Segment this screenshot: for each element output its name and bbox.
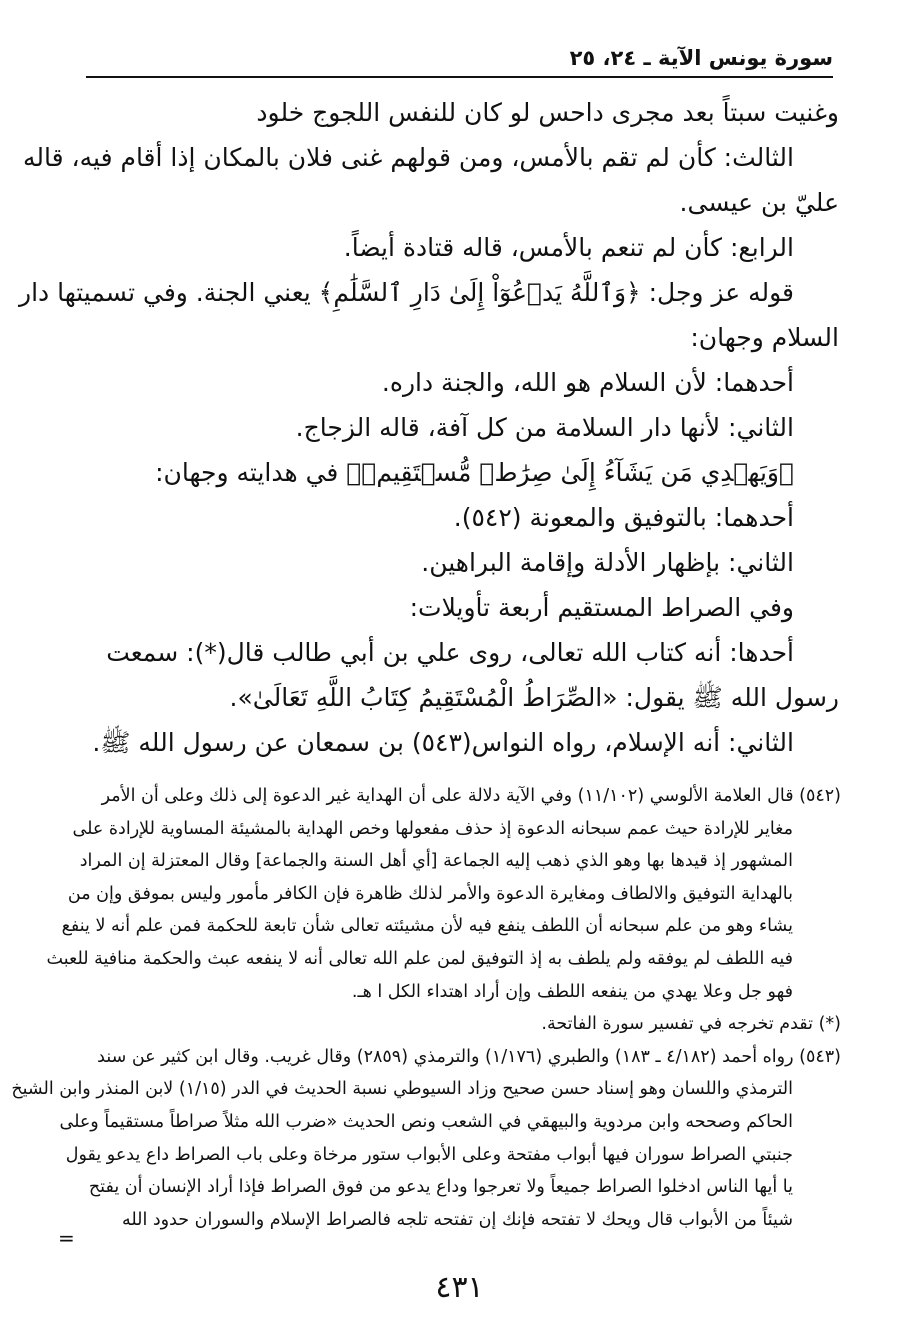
main-text-line: الثاني: لأنها دار السلامة من كل آفة، قاله الزجاج. xyxy=(295,413,794,442)
main-text-line: الرابع: كأن لم تنعم بالأمس، قاله قتادة أيضاً. xyxy=(343,233,794,262)
footnote-continuation-mark: = xyxy=(58,1226,75,1250)
footnote-line: فهو جل وعلا يهدي من ينفعه اللطف وإن أراد اهتداء الكل ا هـ. xyxy=(351,981,793,1002)
footnote-line: بالهداية التوفيق والالطاف ومغايرة الدعوة والأمر لذلك ظاهرة فإن الكافر مأمور وليس بموفق وإن من xyxy=(67,883,793,904)
main-text-line: وفي الصراط المستقيم أربعة تأويلات: xyxy=(409,593,794,622)
main-text-line: الثالث: كأن لم تقم بالأمس، ومن قولهم غنى فلان بالمكان إذا أقام فيه، قاله xyxy=(23,143,794,172)
footnote-line: جنبتي الصراط سوران فيها أبواب مفتحة وعلى الأبواب ستور مرخاة وعلى باب الصراط داع يدعو يقول xyxy=(65,1144,793,1165)
footnote-line: (٥٤٣) رواه أحمد (٤/١٨٢ ـ ١٨٣) والطبري (١/١٧٦) والترمذي (٢٨٥٩) وقال غريب. وقال ابن كثير عن سند xyxy=(97,1046,841,1067)
main-text-line: وغنيت سبتاً بعد مجرى داحس لو كان للنفس اللجوج خلود xyxy=(256,98,839,127)
footnotes xyxy=(11,780,841,1230)
main-text-line: أحدها: أنه كتاب الله تعالى، روى علي بن أبي طالب قال(*): سمعت xyxy=(106,638,794,667)
main-text xyxy=(19,90,839,760)
footnote-line: (٥٤٢) قال العلامة الألوسي (١١/١٠٢) وفي الآية دلالة على أن الهداية غير الدعوة إلى ذلك وعلى أن الأمر xyxy=(101,786,841,806)
footnote-line: الحاكم وصححه وابن مردوية والبيهقي في الشعب ونص الحديث «ضرب الله مثلاً صراطاً مستقيماً وعلى xyxy=(59,1111,793,1132)
main-text-line: رسول الله ﷺ يقول: «الصِّرَاطُ الْمُسْتَقِيمُ كِتَابُ اللَّهِ تَعَالَىٰ». xyxy=(229,683,839,712)
footnote-line: (*) تقدم تخرجه في تفسير سورة الفاتحة. xyxy=(541,1014,841,1035)
main-text-line: السلام وجهان: xyxy=(690,323,839,352)
footnote-line: شيئاً من الأبواب قال ويحك لا تفتحه فإنك إن تفتحه تلجه فالصراط الإسلام والسوران حدود الله xyxy=(121,1209,793,1230)
main-text-line: قوله عز وجل: ﴿وَٱللَّهُ يَدۡعُوٓاْ إِلَىٰ دَارِ ٱلسَّلَٰمِ﴾ يعني الجنة. وفي تسميتها دار xyxy=(19,278,794,307)
footnote-line: يشاء وهو من علم سبحانه أن اللطف ينفع فيه لأن مشيئته تعالى شأن تابعة للحكمة فمن علم أنه لا ينفع xyxy=(61,916,793,937)
main-text-line: ﴿وَيَهۡدِي مَن يَشَآءُ إِلَىٰ صِرَٰطٖ مُّسۡتَقِيمٖ﴾ في هدايته وجهان: xyxy=(155,458,794,487)
main-text-line: الثاني: بإظهار الأدلة وإقامة البراهين. xyxy=(421,548,794,577)
page-number: ٤٣١ xyxy=(435,1270,484,1305)
main-text-line: الثاني: أنه الإسلام، رواه النواس(٥٤٣) بن سمعان عن رسول الله ﷺ. xyxy=(92,728,794,757)
footnote-line: الترمذي واللسان وهو إسناد حسن صحيح وزاد السيوطي نسبة الحديث في الدر (١/١٥) لابن المنذر وابن الشيخ xyxy=(11,1079,793,1100)
running-header xyxy=(86,36,833,78)
footnote-line: يا أيها الناس ادخلوا الصراط جميعاً ولا تعرجوا وداع يدعو من فوق الصراط فإذا أراد الإنسان أن يفتح xyxy=(88,1177,793,1198)
footnote-line: فيه اللطف لم يوفقه ولم يلطف به إذ التوفيق لمن علم الله تعالى أنه لا ينفعه عبث والحكمة منافية للعبث xyxy=(46,948,793,969)
main-text-line: أحدهما: بالتوفيق والمعونة (٥٤٢). xyxy=(453,503,794,532)
footnote-line: المشهور إذ قيدها بها وهو الذي ذهب إليه الجماعة [أي أهل السنة والجماعة] وقال المعتزلة إن المراد xyxy=(79,851,793,872)
running-header-title: سورة يونس الآية ـ ٢٤، ٢٥ xyxy=(569,46,833,70)
main-text-line: أحدهما: لأن السلام هو الله، والجنة داره. xyxy=(381,368,794,397)
main-text-line: عليّ بن عيسى. xyxy=(679,188,839,217)
footnote-line: مغاير للإرادة حيث عمم سبحانه الدعوة إذ حذف مفعولها وخص الهداية بالمشيئة المساوية للإرادة على xyxy=(72,818,793,839)
